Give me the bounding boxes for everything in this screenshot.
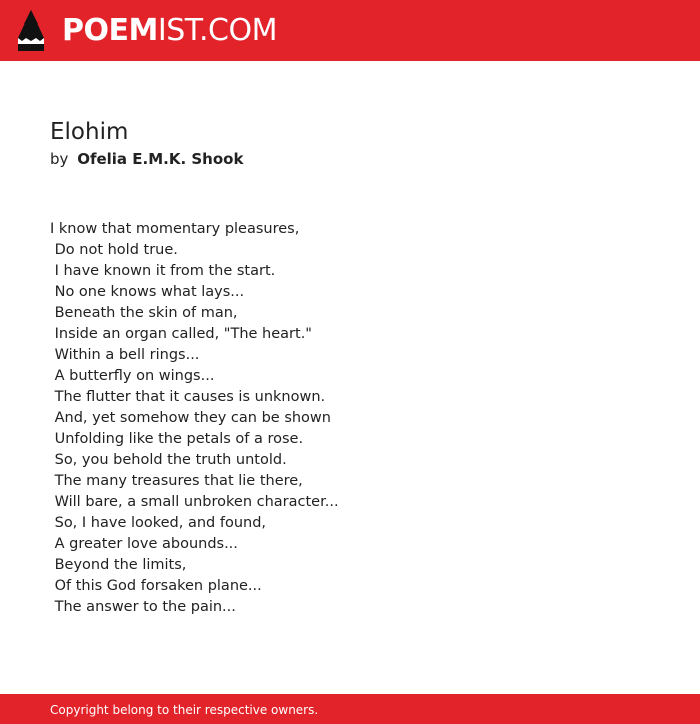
site-footer — [0, 694, 700, 724]
poem-line: Within a bell rings... — [50, 347, 200, 363]
poem-line: The flutter that it causes is unknown. — [50, 389, 326, 405]
poem-line: Beneath the skin of man, — [50, 305, 238, 321]
poem-line: Will bare, a small unbroken character... — [50, 494, 339, 510]
poem-body — [50, 219, 339, 618]
poem-line: Inside an organ called, "The heart." — [50, 326, 312, 342]
poem-line: I know that momentary pleasures, — [50, 221, 300, 237]
poem-line: The many treasures that lie there, — [50, 473, 303, 489]
poem-line: Beyond the limits, — [50, 557, 187, 573]
site-header — [0, 0, 700, 61]
site-logo-link[interactable] — [62, 12, 277, 50]
poem-line: So, I have looked, and found, — [50, 515, 267, 531]
poem-line: Do not hold true. — [50, 242, 178, 258]
poem-byline — [50, 149, 243, 169]
poem-author: Ofelia E.M.K. Shook — [77, 150, 244, 168]
poem-line: A greater love abounds... — [50, 536, 238, 552]
pencil-tip-icon[interactable] — [18, 10, 44, 51]
poem-line: A butterfly on wings... — [50, 368, 215, 384]
poem-line: And, yet somehow they can be shown — [50, 410, 331, 426]
poem-line: No one knows what lays... — [50, 284, 245, 300]
poem-line: Of this God forsaken plane... — [50, 578, 262, 594]
brand-name-bold: POEM — [62, 13, 158, 48]
poem-title: Elohim — [50, 119, 129, 145]
poem-line: Unfolding like the petals of a rose. — [50, 431, 304, 447]
byline-prefix: by — [50, 150, 69, 168]
poem-line: The answer to the pain... — [50, 599, 236, 615]
copyright-notice: Copyright belong to their respective owners. — [50, 703, 319, 717]
brand-name-light: IST.COM — [157, 13, 277, 48]
poem-line: So, you behold the truth untold. — [50, 452, 287, 468]
poem-line: I have known it from the start. — [50, 263, 276, 279]
